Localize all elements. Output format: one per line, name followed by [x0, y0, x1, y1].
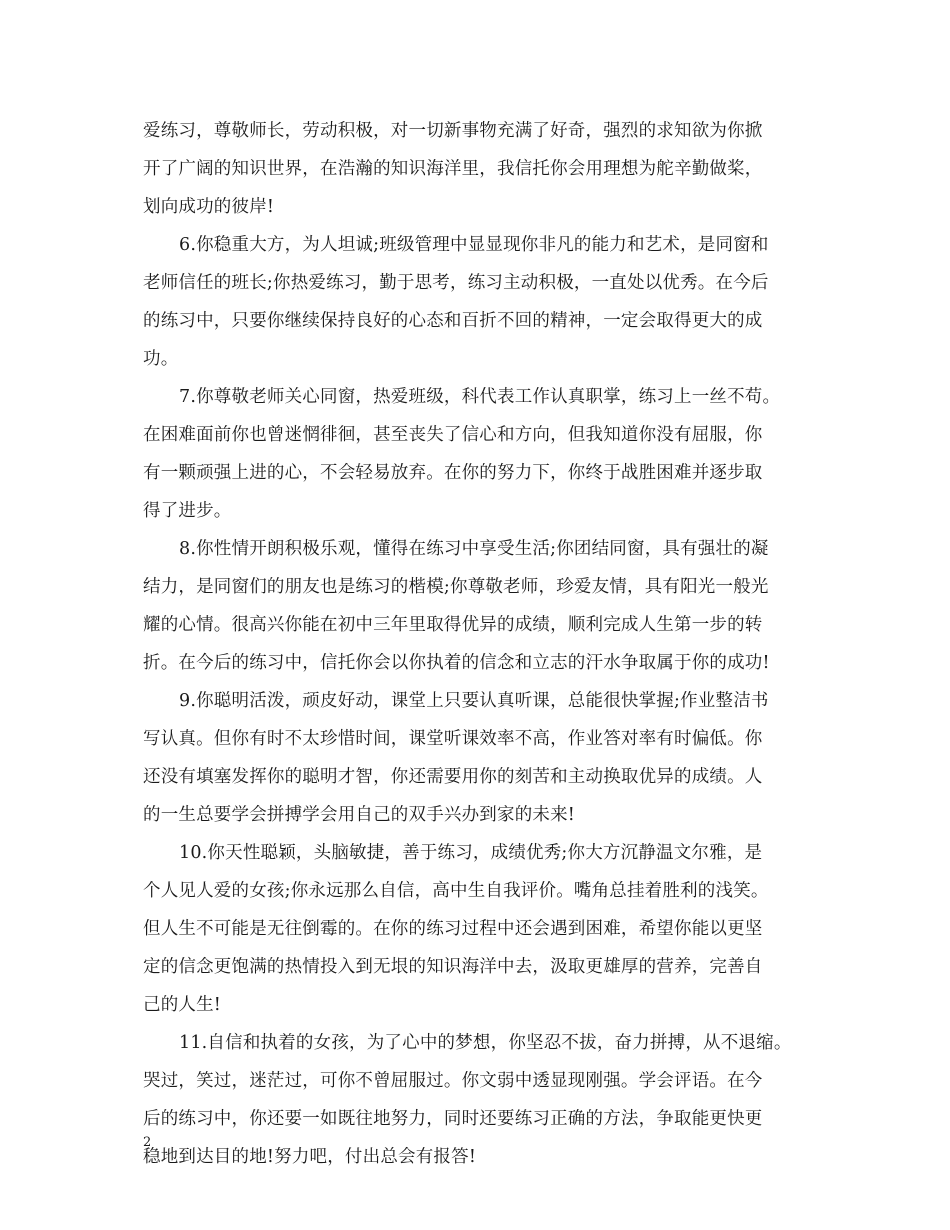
text-line: 11.自信和执着的女孩，为了心中的梦想，你坚忍不拔，奋力拼搏，从不退缩。 [179, 1033, 792, 1053]
text-line: 开了广阔的知识世界，在浩瀚的知识海洋里，我信托你会用理想为舵辛勤做桨， [143, 159, 763, 179]
text-line: 8.你性情开朗积极乐观，懂得在练习中享受生活;你团结同窗，具有强壮的凝 [179, 539, 769, 559]
text-line: 划向成功的彼岸! [143, 197, 275, 217]
paragraph [143, 682, 823, 834]
paragraph [143, 226, 823, 378]
text-line: 得了进步。 [143, 501, 232, 521]
text-line: 的一生总要学会拼搏学会用自己的双手兴办到家的未来! [143, 805, 576, 825]
text-line: 哭过，笑过，迷茫过，可你不曾屈服过。你文弱中透显现刚强。学会评语。在今 [143, 1071, 763, 1091]
text-line: 爱练习，尊敬师长，劳动积极，对一切新事物充满了好奇，强烈的求知欲为你掀 [143, 121, 763, 141]
text-line: 10.你天性聪颖，头脑敏捷，善于练习，成绩优秀;你大方沉静温文尔雅，是 [179, 843, 763, 863]
text-line: 后的练习中，你还要一如既往地努力，同时还要练习正确的方法，争取能更快更 [143, 1109, 763, 1129]
document-body [143, 112, 823, 1176]
page-number: 2 [143, 1135, 152, 1150]
text-line: 稳地到达目的地!努力吧，付出总会有报答! [143, 1147, 477, 1167]
text-line: 在困难面前你也曾迷惘徘徊，甚至丧失了信心和方向，但我知道你没有屈服，你 [143, 425, 763, 445]
text-line: 折。在今后的练习中，信托你会以你执着的信念和立志的汗水争取属于你的成功! [143, 653, 770, 673]
text-line: 写认真。但你有时不太珍惜时间，课堂听课效率不高，作业答对率有时偏低。你 [143, 729, 763, 749]
paragraph [143, 530, 823, 682]
paragraph [143, 378, 823, 530]
text-line: 6.你稳重大方，为人坦诚;班级管理中显显现你非凡的能力和艺术，是同窗和 [179, 235, 769, 255]
text-line: 老师信任的班长;你热爱练习，勤于思考，练习主动积极，一直处以优秀。在今后 [143, 273, 769, 293]
text-line: 的练习中，只要你继续保持良好的心态和百折不回的精神，一定会取得更大的成 [143, 311, 763, 331]
text-line: 还没有填塞发挥你的聪明才智，你还需要用你的刻苦和主动换取优异的成绩。人 [143, 767, 763, 787]
text-line: 有一颗顽强上进的心，不会轻易放弃。在你的努力下，你终于战胜困难并逐步取 [143, 463, 763, 483]
paragraph [143, 834, 823, 1024]
text-line: 耀的心情。很高兴你能在初中三年里取得优异的成绩，顺利完成人生第一步的转 [143, 615, 763, 635]
text-line: 个人见人爱的女孩;你永远那么自信，高中生自我评价。嘴角总挂着胜利的浅笑。 [143, 881, 769, 901]
text-line: 己的人生! [143, 995, 222, 1015]
text-line: 但人生不可能是无往倒霉的。在你的练习过程中还会遇到困难，希望你能以更坚 [143, 919, 763, 939]
paragraph [143, 112, 823, 226]
text-line: 9.你聪明活泼，顽皮好动，课堂上只要认真听课，总能很快掌握;作业整洁书 [179, 691, 769, 711]
text-line: 定的信念更饱满的热情投入到无垠的知识海洋中去，汲取更雄厚的营养，完善自 [143, 957, 763, 977]
text-line: 7.你尊敬老师关心同窗，热爱班级，科代表工作认真职掌，练习上一丝不苟。 [179, 387, 781, 407]
text-line: 结力，是同窗们的朋友也是练习的楷模;你尊敬老师，珍爱友情，具有阳光一般光 [143, 577, 769, 597]
paragraph [143, 1024, 823, 1176]
text-line: 功。 [143, 349, 179, 369]
